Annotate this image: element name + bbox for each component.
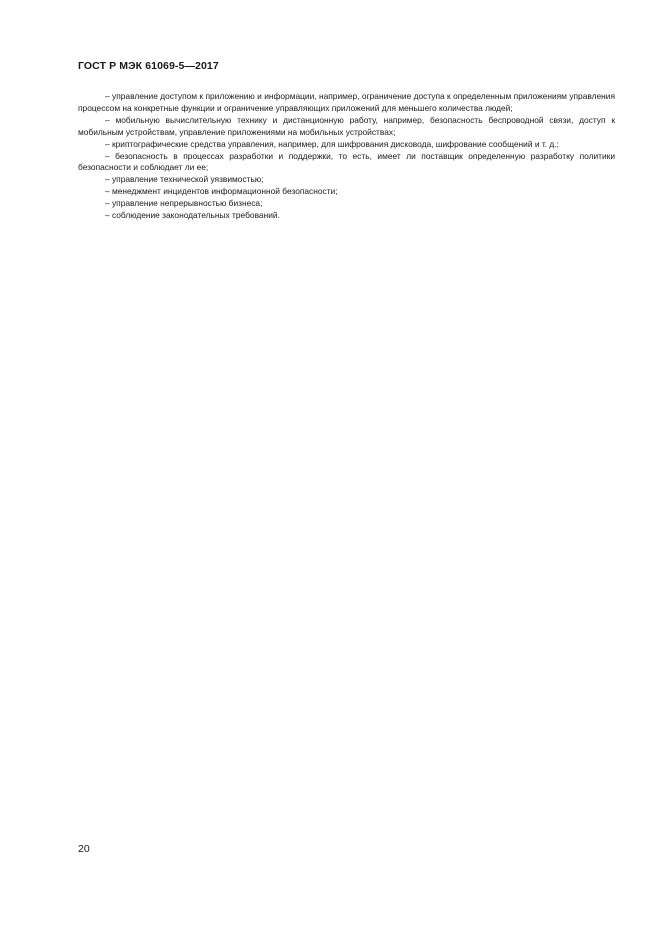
page-number: 20: [78, 843, 90, 855]
list-item: – соблюдение законодательных требований.: [105, 210, 280, 221]
list-item: – мобильную вычислительную технику и дистанционную работу, например, безопасность беспроводной связи, доступ к мобильным устройствам, управление приложениями на мобильных устройствах;: [78, 114, 615, 137]
standard-code-header: ГОСТ Р МЭК 61069-5—2017: [78, 60, 219, 72]
list-item: – менеджмент инцидентов информационной безопасности;: [105, 186, 338, 197]
list-item: – безопасность в процессах разработки и поддержки, то есть, имеет ли поставщик определенную разработку политики безопасности и соблюдает ли ее;: [78, 150, 615, 173]
list-item: – управление доступом к приложению и информации, например, ограничение доступа к определенным приложениям управления процессом на конкретные функции и ограничение управляющих приложений для меньшего количества людей;: [78, 91, 615, 113]
list-item: – управление непрерывностью бизнеса;: [105, 198, 263, 209]
list-item: – криптографические средства управления, например, для шифрования дисковода, шифрование сообщений и т. д.;: [105, 138, 559, 149]
list-item: – управление технической уязвимостью;: [105, 174, 264, 185]
requirements-list: [78, 91, 615, 222]
